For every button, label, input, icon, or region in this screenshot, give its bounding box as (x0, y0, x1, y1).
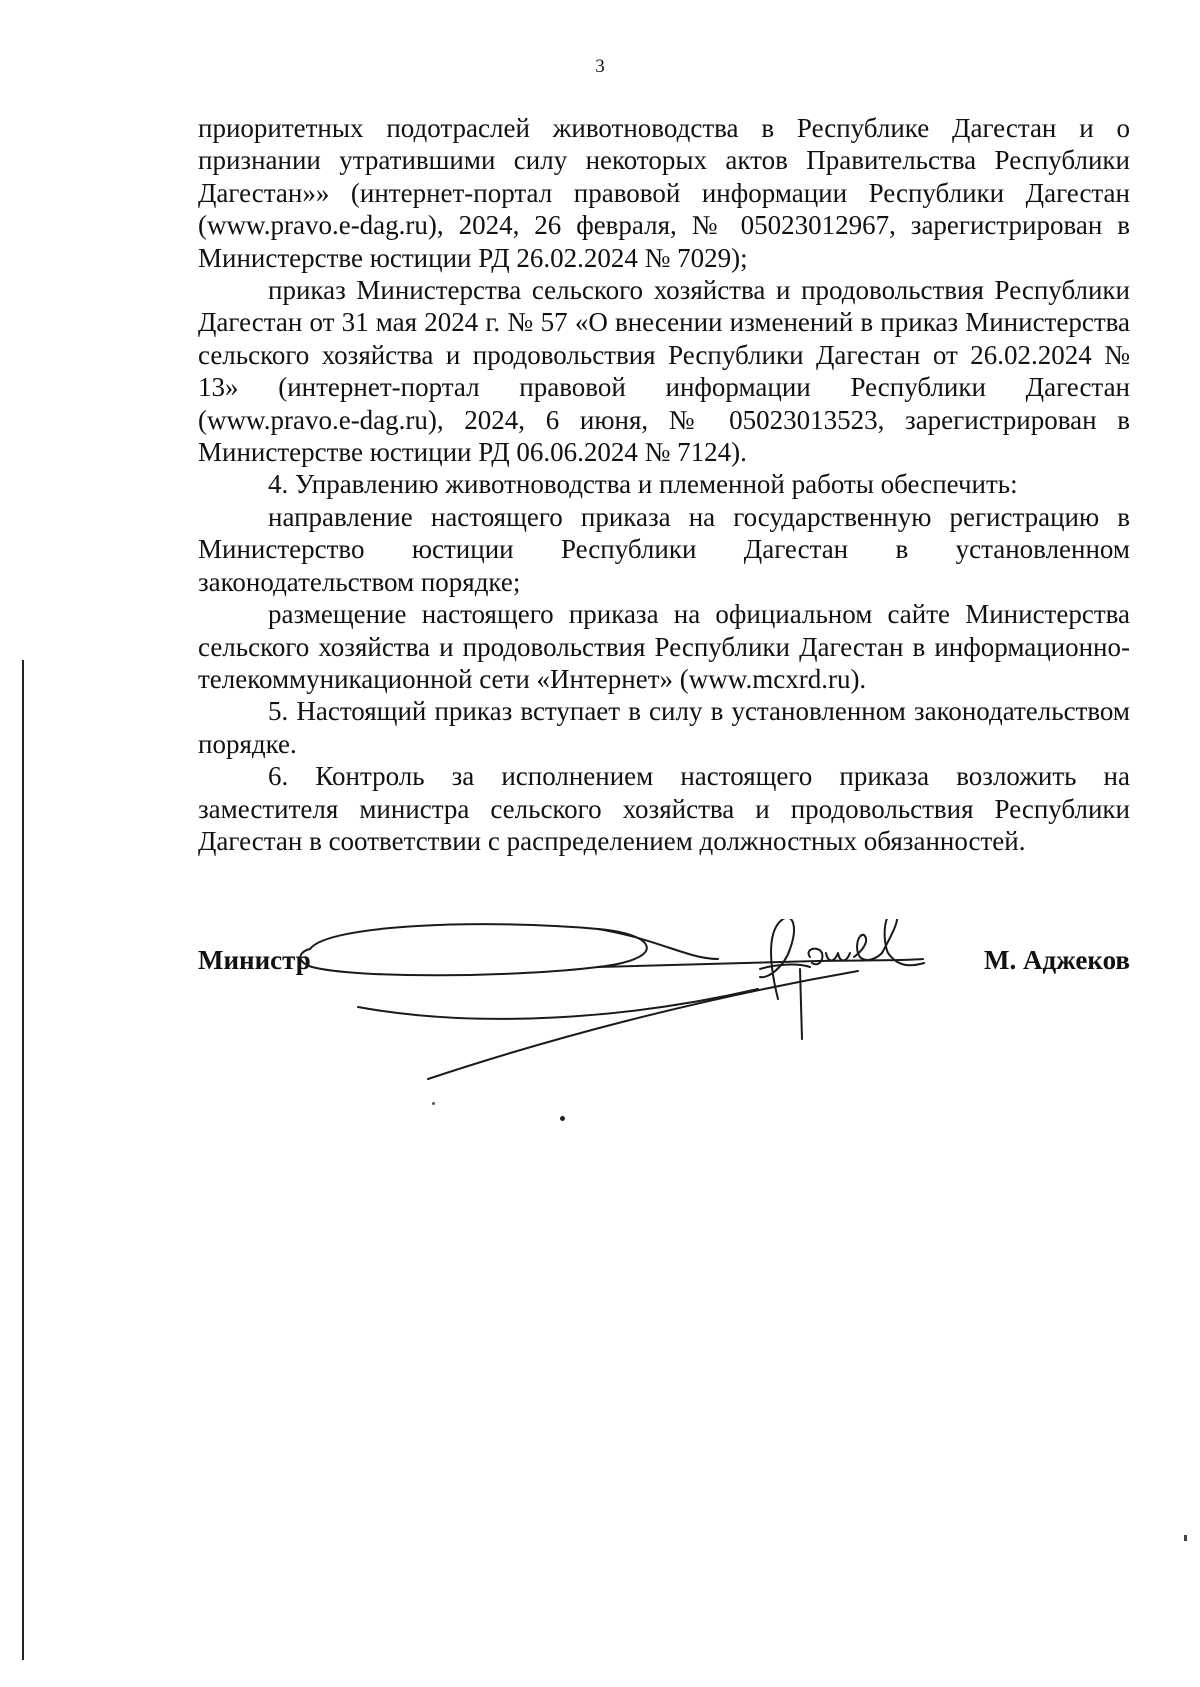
paragraph-3: 4. Управлению животноводства и племенной работы обеспечить: (268, 469, 1018, 500)
paragraph-7: 6. Контроль за исполнением настоящего приказа возложить на заместителя министра сельского хозяйства и продовольствия Республики Дагестан в соответствии с распределением должностных обязанностей. (198, 761, 1130, 856)
paragraph-1: приоритетных подотраслей животноводства в Республике Дагестан и о признании утратившими силу некоторых актов Правительства Республики Дагестан»» (интернет-портал правовой информации Республики Дагестан (www.pravo.e-dag.ru), 2024, 26 февраля, № 05023012967, зарегистрирован в Министерстве юстиции РД 26.02.2024 № 7029); (198, 113, 1130, 273)
signature-block (198, 945, 1130, 1125)
scan-dot (1184, 1535, 1187, 1541)
paragraph-2: приказ Министерства сельского хозяйства и продовольствия Республики Дагестан от 31 мая 2024 г. № 57 «О внесении изменений в приказ Министерства сельского хозяйства и продовольствия Республики Дагестан от 26.02.2024 № 13» (интернет-портал правовой информации Республики Дагестан (www.pravo.e-dag.ru), 2024, 6 июня, № 05023013523, зарегистрирован в Министерстве юстиции РД 06.06.2024 № 7124). (198, 275, 1130, 468)
paragraph-5: размещение настоящего приказа на официальном сайте Министерства сельского хозяйства и продовольствия Республики Дагестан в информационно-телекоммуникационной сети «Интернет» (www.mcxrd.ru). (198, 599, 1130, 694)
scan-border-line (22, 660, 24, 1660)
signer-title: Министр (198, 945, 311, 975)
paragraph-6: 5. Настоящий приказ вступает в силу в установленном законодательством порядке. (198, 696, 1130, 759)
page-number: 3 (595, 56, 605, 77)
paragraph-4: направление настоящего приказа на государственную регистрацию в Министерство юстиции Республики Дагестан в установленном законодательством порядке; (198, 501, 1130, 597)
signer-name: М. Аджеков (984, 945, 1130, 975)
document-body (198, 112, 1130, 857)
scan-dot (432, 1102, 435, 1105)
scan-dot (560, 1116, 565, 1121)
handwritten-signature-icon (298, 919, 938, 1099)
